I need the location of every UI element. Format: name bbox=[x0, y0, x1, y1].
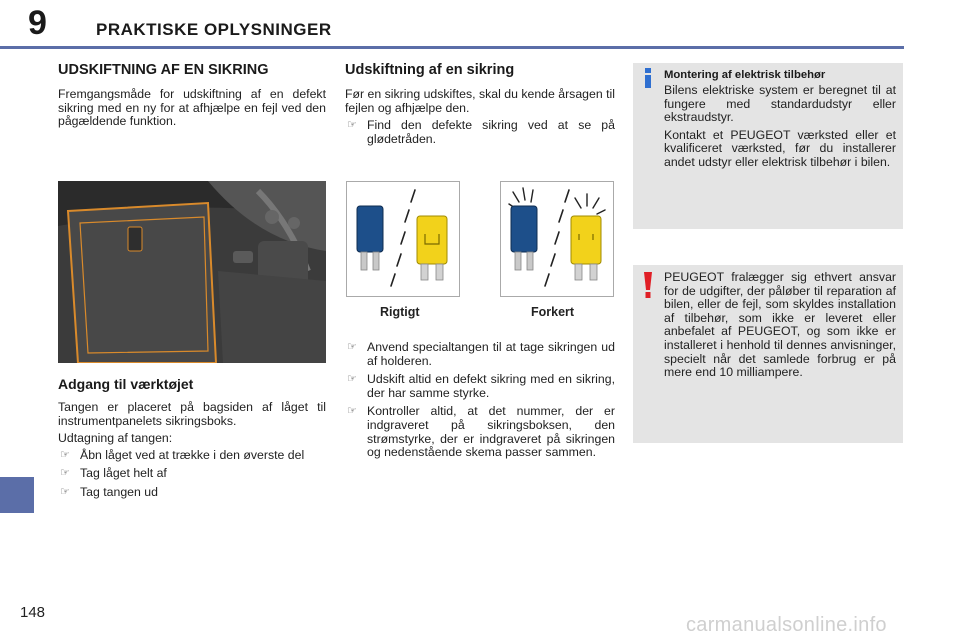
col2-intro-text: Før en sikring udskiftes, skal du kende årsagen til fejlen og afhjælpe den. bbox=[345, 87, 615, 115]
list-item bbox=[345, 119, 615, 146]
removal-label: Udtagning af tangen: bbox=[58, 431, 173, 446]
list-item bbox=[345, 373, 615, 400]
tool-location-text: Tangen er placeret på bagsiden af låget til instrumentpanelets sikringsboks. bbox=[58, 400, 326, 428]
info-paragraph-2: Kontakt et PEUGEOT værksted eller et kvalificeret værksted, før du installerer andet udstyr eller elektrisk tilbehør i bilen. bbox=[664, 127, 896, 169]
section-title-tool-access: Adgang til værktøjet bbox=[58, 376, 194, 392]
removal-steps-list bbox=[58, 449, 326, 500]
chapter-side-tab bbox=[0, 477, 34, 513]
col1-intro bbox=[58, 88, 326, 133]
pointer-bullet-icon: ☞ bbox=[347, 119, 357, 132]
fuse-correct-figure bbox=[346, 181, 460, 297]
section-title-fuse-replacement: UDSKIFTNING AF EN SIKRING bbox=[58, 62, 269, 78]
step-text: Åbn låget ved at trække i den øverste del bbox=[80, 447, 305, 462]
pointer-bullet-icon: ☞ bbox=[60, 448, 70, 461]
caption-wrong: Forkert bbox=[531, 305, 575, 319]
pointer-bullet-icon: ☞ bbox=[347, 373, 357, 386]
info-paragraph-1: Bilens elektriske system er beregnet til at fungere med standardudstyr eller ekstraudstyr. bbox=[664, 83, 896, 125]
chapter-number: 9 bbox=[28, 4, 47, 42]
section-title-fuse-swap: Udskiftning af en sikring bbox=[345, 62, 515, 78]
fuse-wrong-illustration bbox=[501, 182, 613, 296]
col2-steps-block bbox=[345, 341, 615, 465]
list-item bbox=[58, 467, 326, 481]
dashboard-photo bbox=[58, 181, 326, 363]
chapter-title: PRAKTISKE OPLYSNINGER bbox=[96, 20, 332, 39]
step-text: Tag låget helt af bbox=[80, 466, 167, 481]
watermark: carmanualsonline.info bbox=[686, 614, 887, 636]
list-item bbox=[345, 405, 615, 459]
info-body bbox=[664, 84, 896, 174]
col2-step1-list bbox=[345, 119, 615, 146]
col1-tool-block bbox=[58, 401, 326, 505]
info-icon bbox=[642, 68, 654, 88]
info-title: Montering af elektrisk tilbehør bbox=[664, 69, 826, 81]
fuse-wrong-figure bbox=[500, 181, 614, 297]
fuse-correct-illustration bbox=[347, 182, 459, 296]
step-text: Kontroller altid, at det nummer, der er indgraveret på sikringsboksen, den strømstyrke, der er indgraveret på sikringen og nedenstående skema passer sammen. bbox=[367, 404, 615, 460]
pointer-bullet-icon: ☞ bbox=[60, 485, 70, 498]
col2-steps-list bbox=[345, 341, 615, 460]
warning-icon bbox=[642, 272, 654, 298]
pointer-bullet-icon: ☞ bbox=[60, 467, 70, 480]
list-item bbox=[58, 449, 326, 463]
step-text: Tag tangen ud bbox=[80, 484, 158, 499]
warning-body bbox=[664, 271, 896, 384]
pointer-bullet-icon: ☞ bbox=[347, 341, 357, 353]
caption-correct: Rigtigt bbox=[380, 305, 420, 319]
dashboard-illustration bbox=[58, 181, 326, 363]
list-item bbox=[58, 486, 326, 500]
col2-intro-block bbox=[345, 88, 615, 151]
step-text: Anvend specialtangen til at tage sikringen ud af holderen. bbox=[367, 340, 615, 368]
warning-text: PEUGEOT fralægger sig ethvert ansvar for de udgifter, der påløber til reparation af bilen, eller de fejl, som skyldes installation af tilbehør, som ikke er leveret eller anbefalet af PEUGEOT, og som ikke er installeret i henhold til dennes anvisninger, specielt når det samlede forbrug er på mere end 10 milliampere. bbox=[664, 270, 896, 380]
pointer-bullet-icon: ☞ bbox=[347, 405, 357, 418]
header-rule bbox=[0, 46, 904, 49]
step-text: Udskift altid en defekt sikring med en sikring, der har samme styrke. bbox=[367, 372, 615, 400]
step-text: Find den defekte sikring ved at se på glødetråden. bbox=[367, 118, 615, 146]
col1-intro-text: Fremgangsmåde for udskiftning af en defekt sikring med en ny for at afhjælpe en fejl ved den pågældende funktion. bbox=[58, 87, 326, 129]
list-item bbox=[345, 341, 615, 368]
page-number: 148 bbox=[20, 604, 46, 621]
